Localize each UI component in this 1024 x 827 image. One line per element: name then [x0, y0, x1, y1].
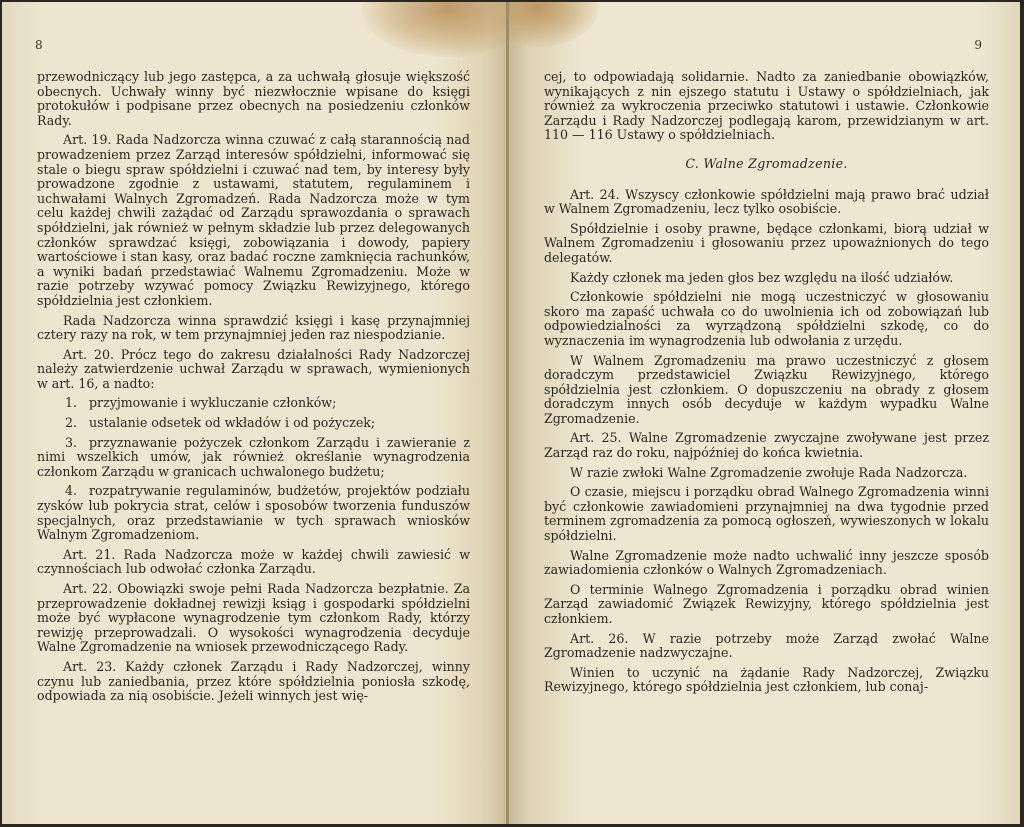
paragraph: Każdy członek ma jeden głos bez względu na ilość udziałów.	[570, 269, 954, 285]
paragraph: Art. 20. Prócz tego do zakresu działalności Rady Nadzorczej należy zatwierdzenie uchwał Zarządu w sprawach, wymienionych w art. 16, a nadto:	[37, 346, 470, 391]
paragraph: W razie zwłoki Walne Zgromadzenie zwołuje Rada Nadzorcza.	[570, 464, 968, 480]
list-item-number: 4.	[65, 483, 78, 499]
right-page-text	[544, 70, 989, 700]
paragraph: O terminie Walnego Zgromadzenia i porządku obrad winien Zarząd zawiadomić Związek Rewizyjny, którego spółdzielnia jest członkiem.	[544, 581, 989, 626]
list-item	[37, 484, 470, 542]
paragraph: O czasie, miejscu i porządku obrad Walnego Zgromadzenia winni być członkowie zawiadomieni przynajmniej na dwa tygodnie przed terminem zgromadzenia za pomocą ogłoszeń, wywieszonych w lokalu spółdzielni.	[544, 484, 989, 544]
left-page	[2, 2, 508, 824]
page-number: 9	[974, 38, 982, 52]
list-item-number: 3.	[65, 434, 78, 450]
paragraph: cej, to odpowiadają solidarnie. Nadto za zaniedbanie obowiązków, wynikających z nin ejszego statutu i Ustawy o spółdzielniach, jak również za wykroczenia przeciwko statutowi i ustawie. Członkowie Zarządu i Rady Nadzorczej podlegają karom, przewidzianym w art. 110 — 116 Ustawy o spółdzielniach.	[544, 69, 989, 143]
paragraph: Walne Zgromadzenie może nadto uchwalić inny jeszcze sposób zawiadomienia członków o Walnych Zgromadzeniach.	[544, 547, 989, 578]
list-item-text: przyjmowanie i wykluczanie członków;	[89, 395, 337, 411]
paragraph: przewodniczący lub jego zastępca, a za uchwałą głosuje większość obecnych. Uchwały winny być niezwłocznie wpisane do księgi protokułów i podpisane przez obecnych na posiedzeniu członków Rady.	[37, 69, 470, 128]
paragraph: Art. 23. Każdy członek Zarządu i Rady Nadzorczej, winny czynu lub zaniedbania, przez które spółdzielnia poniosła szkodę, odpowiada za nią osobiście. Jeżeli winnych jest wię-	[37, 658, 470, 704]
paragraph: Art. 24. Wszyscy członkowie spółdzielni mają prawo brać udział w Walnem Zgromadzeniu, lecz tylko osobiście.	[544, 186, 989, 217]
page-number: 8	[35, 38, 43, 52]
list-item	[37, 396, 470, 411]
paragraph: W Walnem Zgromadzeniu ma prawo uczestniczyć z głosem doradczym przedstawiciel Związku Rewizyjnego, którego spółdzielnia jest członkiem. O dopuszczeniu na obrady z głosem doradczym innych osób decyduje w każdym wypadku Walne Zgromadzenie.	[544, 352, 989, 426]
paragraph: Art. 26. W razie potrzeby może Zarząd zwołać Walne Zgromadzenie nadzwyczajne.	[544, 630, 989, 661]
list-item-text: przyznawanie pożyczek członkom Zarządu i zawieranie z nimi wszelkich umów, jak również określanie wynagrodzenia członkom Zarządu w granicach uchwalonego budżetu;	[37, 434, 470, 479]
water-stain	[509, 2, 599, 47]
paragraph: Członkowie spółdzielni nie mogą uczestniczyć w głosowaniu skoro ma zapaść uchwała co do uwolnienia ich od zobowiązań lub odpowiedzialności za wyrządzoną spółdzielni szkodę, co do wyznaczenia im wynagrodzenia lub odwołania z urzędu.	[544, 289, 989, 348]
paragraph: Winien to uczynić na żądanie Rady Nadzorczej, Związku Rewizyjnego, którego spółdzielnia jest członkiem, lub conaj-	[544, 664, 989, 695]
paragraph: Art. 25. Walne Zgromadzenie zwyczajne zwoływane jest przez Zarząd raz do roku, najpóźniej do końca kwietnia.	[544, 430, 989, 461]
paragraph: Art. 22. Obowiązki swoje pełni Rada Nadzorcza bezpłatnie. Za przeprowadzenie dokładnej rewizji ksiąg i gospodarki spółdzielni może być wypłacone wynagrodzenie tym członkom Rady, którzy rewizję przeprowadzali. O wysokości wynagrodzenia decyduje Walne Zgromadzenie na wniosek przewodniczącego Rady.	[37, 581, 470, 655]
section-heading: C. Walne Zgromadzenie.	[685, 155, 848, 171]
list-item-text: rozpatrywanie regulaminów, budżetów, projektów podziału zysków lub pokrycia strat, celów i sposobów tworzenia funduszów specjalnych, oraz przedstawianie w tych sprawach wniosków Walnym Zgromadzeniom.	[37, 483, 470, 543]
water-stain	[362, 2, 508, 57]
paragraph: Art. 21. Rada Nadzorcza może w każdej chwili zawiesić w czynnościach lub odwołać członka Zarządu.	[37, 546, 470, 577]
left-page-text	[37, 70, 470, 709]
list-item-text: ustalanie odsetek od wkładów i od pożyczek;	[89, 415, 376, 431]
paragraph: Art. 19. Rada Nadzorcza winna czuwać z całą starannością nad prowadzeniem przez Zarząd interesów spółdzielni, informować się stale o biegu spraw spółdzielni i czuwać nad tem, by interesy były prowadzone zgodnie z ustawami, statutem, regulaminem i uchwałami Walnych Zgromadzeń. Rada Nadzorcza może w tym celu każdej chwili zażądać od Zarządu sprawozdania o sprawach spółdzielni, jak również w pełnym składzie lub przez delegowanych członków sprawdzać księgi, zobowiązania i dowody, papiery wartościowe i stan kasy, oraz badać roczne zamknięcia rachunków, a wyniki badań przedstawiać Walnemu Zgromadzeniu. Może w razie potrzeby wzywać pomocy Związku Rewizyjnego, którego spółdzielnia jest członkiem.	[37, 132, 470, 308]
paragraph: Spółdzielnie i osoby prawne, będące członkami, biorą udział w Walnem Zgromadzeniu i głosowaniu przez upoważnionych do tego delegatów.	[544, 220, 989, 265]
paragraph: Rada Nadzorcza winna sprawdzić księgi i kasę przynajmniej cztery razy na rok, w tem przynajmniej jeden raz niespodzianie.	[37, 312, 470, 343]
list-item-number: 2.	[65, 415, 78, 431]
right-page	[509, 2, 1020, 824]
book-spread	[2, 2, 1020, 824]
list-item	[37, 416, 470, 431]
list-item-number: 1.	[65, 395, 78, 411]
list-item	[37, 436, 470, 480]
